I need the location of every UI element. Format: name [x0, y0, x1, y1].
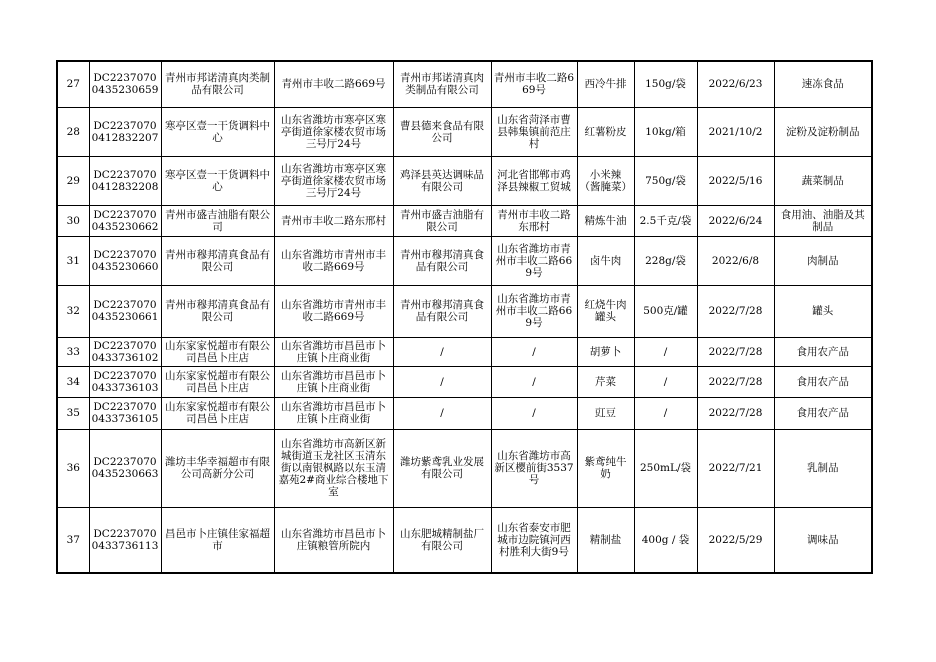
cell-product-name: 精炼牛油 [577, 205, 634, 236]
table-row [57, 337, 872, 366]
cell-food-category: 食用农产品 [774, 397, 872, 429]
cell-sample-code: DC22370700433736102 [89, 337, 161, 366]
cell-no: 32 [57, 285, 89, 337]
cell-sample-code: DC22370700435230659 [89, 61, 161, 107]
cell-specification: 10kg/箱 [634, 107, 697, 156]
cell-manufacturer-name: 青州市盛吉油脂有限公司 [393, 205, 491, 236]
cell-product-name: 胡萝卜 [577, 337, 634, 366]
cell-food-category: 淀粉及淀粉制品 [774, 107, 872, 156]
cell-specification: / [634, 337, 697, 366]
cell-manufacturer-name: 曹县德来食品有限公司 [393, 107, 491, 156]
cell-seller-name: 潍坊丰华幸福超市有限公司高新分公司 [161, 429, 274, 507]
table-row [57, 397, 872, 429]
cell-food-category: 食用农产品 [774, 337, 872, 366]
cell-seller-address: 山东省潍坊市青州市丰收二路669号 [274, 285, 393, 337]
cell-manufacturer-address: 青州市丰收二路东邢村 [491, 205, 577, 236]
cell-manufacturer-address: 山东省潍坊市青州市丰收二路669号 [491, 285, 577, 337]
cell-no: 29 [57, 156, 89, 205]
cell-sample-code: DC22370700435230663 [89, 429, 161, 507]
cell-product-name: 芹菜 [577, 366, 634, 397]
cell-product-name: 西冷牛排 [577, 61, 634, 107]
cell-seller-name: 青州市穆邦清真食品有限公司 [161, 285, 274, 337]
cell-seller-name: 山东家家悦超市有限公司昌邑卜庄店 [161, 337, 274, 366]
cell-specification: / [634, 397, 697, 429]
cell-sample-code: DC22370700435230661 [89, 285, 161, 337]
cell-seller-name: 青州市盛吉油脂有限公司 [161, 205, 274, 236]
cell-seller-address: 山东省潍坊市昌邑市卜庄镇粮管所院内 [274, 507, 393, 573]
cell-product-name: 小米辣（酱腌菜） [577, 156, 634, 205]
cell-manufacturer-name: / [393, 397, 491, 429]
cell-food-category: 调味品 [774, 507, 872, 573]
cell-manufacturer-address: 山东省泰安市肥城市边院镇河西村胜利大街9号 [491, 507, 577, 573]
table-row [57, 205, 872, 236]
cell-food-category: 乳制品 [774, 429, 872, 507]
cell-production-date: 2022/7/28 [697, 337, 774, 366]
table-row [57, 236, 872, 285]
cell-production-date: 2022/5/29 [697, 507, 774, 573]
table-row [57, 507, 872, 573]
cell-food-category: 罐头 [774, 285, 872, 337]
sampling-results-table [56, 60, 873, 574]
cell-manufacturer-address: / [491, 337, 577, 366]
cell-production-date: 2021/10/2 [697, 107, 774, 156]
cell-sample-code: DC22370700435230660 [89, 236, 161, 285]
cell-no: 37 [57, 507, 89, 573]
cell-seller-address: 山东省潍坊市青州市丰收二路669号 [274, 236, 393, 285]
cell-seller-name: 山东家家悦超市有限公司昌邑卜庄店 [161, 397, 274, 429]
cell-manufacturer-name: 青州市邦诺清真肉类制品有限公司 [393, 61, 491, 107]
cell-product-name: 红薯粉皮 [577, 107, 634, 156]
cell-manufacturer-address: 青州市丰收二路669号 [491, 61, 577, 107]
cell-product-name: 红烧牛肉罐头 [577, 285, 634, 337]
cell-manufacturer-name: 青州市穆邦清真食品有限公司 [393, 236, 491, 285]
cell-specification: 500克/罐 [634, 285, 697, 337]
cell-seller-address: 山东省潍坊市高新区新城街道玉龙社区玉清东街以南银枫路以东玉清嘉苑2#商业综合楼地下室 [274, 429, 393, 507]
cell-specification: 228g/袋 [634, 236, 697, 285]
cell-seller-name: 青州市穆邦清真食品有限公司 [161, 236, 274, 285]
cell-production-date: 2022/7/21 [697, 429, 774, 507]
cell-manufacturer-address: 山东省潍坊市高新区樱前街3537号 [491, 429, 577, 507]
cell-sample-code: DC22370700435230662 [89, 205, 161, 236]
cell-manufacturer-address: 山东省潍坊市青州市丰收二路669号 [491, 236, 577, 285]
cell-no: 28 [57, 107, 89, 156]
cell-product-name: 豇豆 [577, 397, 634, 429]
cell-sample-code: DC22370700412832208 [89, 156, 161, 205]
cell-specification: 150g/袋 [634, 61, 697, 107]
cell-no: 27 [57, 61, 89, 107]
cell-no: 34 [57, 366, 89, 397]
cell-no: 31 [57, 236, 89, 285]
cell-manufacturer-name: 山东肥城精制盐厂有限公司 [393, 507, 491, 573]
cell-no: 36 [57, 429, 89, 507]
table-row [57, 366, 872, 397]
cell-manufacturer-name: / [393, 337, 491, 366]
cell-specification: 750g/袋 [634, 156, 697, 205]
cell-specification: / [634, 366, 697, 397]
cell-seller-address: 山东省潍坊市昌邑市卜庄镇卜庄商业街 [274, 366, 393, 397]
cell-no: 33 [57, 337, 89, 366]
cell-food-category: 速冻食品 [774, 61, 872, 107]
table-row [57, 285, 872, 337]
cell-no: 30 [57, 205, 89, 236]
cell-seller-address: 山东省潍坊市昌邑市卜庄镇卜庄商业街 [274, 337, 393, 366]
cell-specification: 250mL/袋 [634, 429, 697, 507]
cell-seller-name: 山东家家悦超市有限公司昌邑卜庄店 [161, 366, 274, 397]
cell-food-category: 蔬菜制品 [774, 156, 872, 205]
cell-sample-code: DC22370700412832207 [89, 107, 161, 156]
cell-production-date: 2022/7/28 [697, 366, 774, 397]
cell-manufacturer-address: 河北省邯郸市鸡泽县辣椒工贸城 [491, 156, 577, 205]
cell-production-date: 2022/5/16 [697, 156, 774, 205]
cell-seller-name: 寒亭区壹一干货调料中心 [161, 156, 274, 205]
cell-seller-name: 寒亭区壹一干货调料中心 [161, 107, 274, 156]
table-row [57, 61, 872, 107]
cell-production-date: 2022/6/8 [697, 236, 774, 285]
cell-manufacturer-address: / [491, 397, 577, 429]
cell-no: 35 [57, 397, 89, 429]
table-body [57, 61, 872, 573]
cell-food-category: 食用油、油脂及其制品 [774, 205, 872, 236]
cell-specification: 2.5千克/袋 [634, 205, 697, 236]
table-row [57, 156, 872, 205]
table-row [57, 107, 872, 156]
cell-seller-name: 青州市邦诺清真肉类制品有限公司 [161, 61, 274, 107]
cell-seller-name: 昌邑市卜庄镇佳家福超市 [161, 507, 274, 573]
cell-production-date: 2022/7/28 [697, 285, 774, 337]
cell-sample-code: DC22370700433736105 [89, 397, 161, 429]
cell-seller-address: 山东省潍坊市寒亭区寒亭街道徐家楼农贸市场三号厅24号 [274, 156, 393, 205]
cell-seller-address: 山东省潍坊市寒亭区寒亭街道徐家楼农贸市场三号厅24号 [274, 107, 393, 156]
cell-sample-code: DC22370700433736113 [89, 507, 161, 573]
cell-food-category: 食用农产品 [774, 366, 872, 397]
cell-production-date: 2022/6/24 [697, 205, 774, 236]
cell-manufacturer-name: 青州市穆邦清真食品有限公司 [393, 285, 491, 337]
cell-specification: 400g / 袋 [634, 507, 697, 573]
cell-manufacturer-name: 鸡泽县英达调味品有限公司 [393, 156, 491, 205]
cell-food-category: 肉制品 [774, 236, 872, 285]
cell-manufacturer-name: 潍坊紫鸢乳业发展有限公司 [393, 429, 491, 507]
cell-sample-code: DC22370700433736103 [89, 366, 161, 397]
cell-seller-address: 山东省潍坊市昌邑市卜庄镇卜庄商业街 [274, 397, 393, 429]
cell-production-date: 2022/6/23 [697, 61, 774, 107]
cell-product-name: 精制盐 [577, 507, 634, 573]
cell-manufacturer-address: 山东省菏泽市曹县韩集镇前范庄村 [491, 107, 577, 156]
cell-seller-address: 青州市丰收二路东邢村 [274, 205, 393, 236]
cell-product-name: 紫鸢纯牛奶 [577, 429, 634, 507]
table-row [57, 429, 872, 507]
cell-seller-address: 青州市丰收二路669号 [274, 61, 393, 107]
cell-product-name: 卤牛肉 [577, 236, 634, 285]
cell-manufacturer-address: / [491, 366, 577, 397]
cell-manufacturer-name: / [393, 366, 491, 397]
cell-production-date: 2022/7/28 [697, 397, 774, 429]
